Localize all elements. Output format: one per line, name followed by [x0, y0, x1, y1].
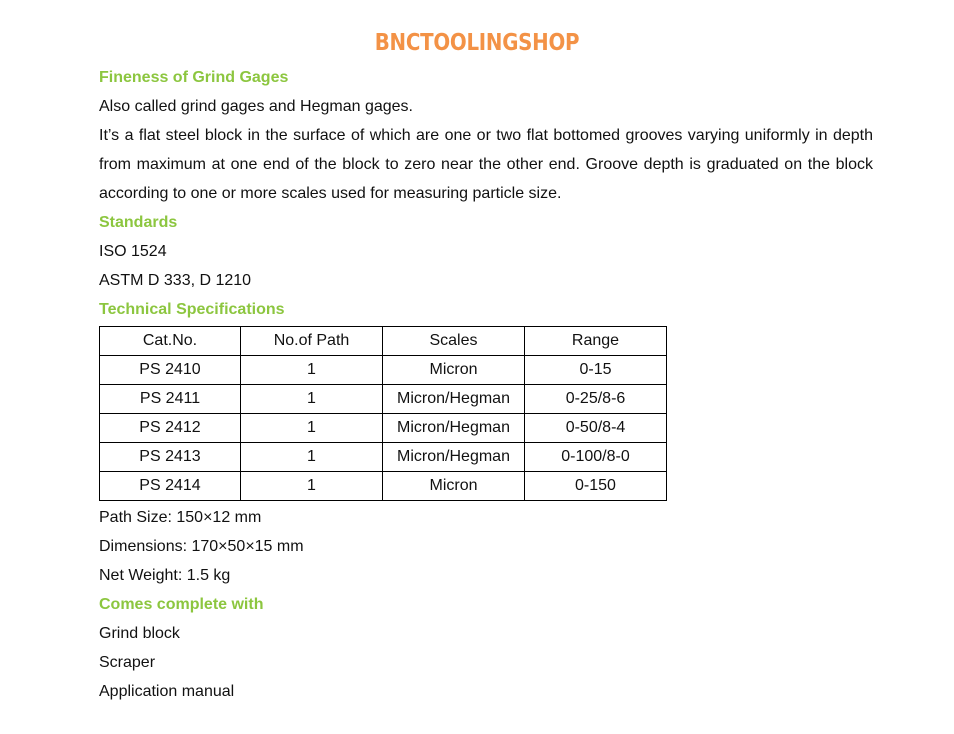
cell-cat-no: PS 2413 — [100, 443, 241, 472]
cell-no-of-path: 1 — [241, 472, 383, 501]
section-title-package: Comes complete with — [99, 596, 264, 613]
cell-scales: Micron/Hegman — [383, 414, 525, 443]
cell-range: 0-50/8-4 — [525, 414, 667, 443]
column-header-scales: Scales — [383, 327, 525, 356]
cell-scales: Micron/Hegman — [383, 385, 525, 414]
cell-cat-no: PS 2411 — [100, 385, 241, 414]
table-row — [100, 443, 667, 472]
alias-text: Also called grind gages and Hegman gages. — [99, 98, 413, 115]
cell-no-of-path: 1 — [241, 443, 383, 472]
section-title-specifications: Technical Specifications — [99, 301, 285, 318]
cell-no-of-path: 1 — [241, 414, 383, 443]
cell-range: 0-15 — [525, 356, 667, 385]
specifications-table — [99, 326, 667, 501]
cell-range: 0-25/8-6 — [525, 385, 667, 414]
cell-scales: Micron/Hegman — [383, 443, 525, 472]
net-weight-text: Net Weight: 1.5 kg — [99, 567, 231, 584]
cell-cat-no: PS 2412 — [100, 414, 241, 443]
path-size-text: Path Size: 150×12 mm — [99, 509, 262, 526]
column-header-no-of-path: No.of Path — [241, 327, 383, 356]
table-row — [100, 385, 667, 414]
cell-cat-no: PS 2410 — [100, 356, 241, 385]
cell-range: 0-150 — [525, 472, 667, 501]
dimensions-text: Dimensions: 170×50×15 mm — [99, 538, 304, 555]
standard-item: ISO 1524 — [99, 243, 167, 260]
standard-item: ASTM D 333, D 1210 — [99, 272, 252, 289]
cell-cat-no: PS 2414 — [100, 472, 241, 501]
table-row — [100, 472, 667, 501]
description-paragraph: It’s a flat steel block in the surface of which are one or two flat bottomed grooves varying uniformly in depth from maximum at one end of the block to zero near the other end. Groove depth is graduated on the block according to one or more scales used for measuring particle size. — [99, 127, 873, 202]
product-description — [99, 63, 873, 706]
cell-no-of-path: 1 — [241, 385, 383, 414]
table-header-row — [100, 327, 667, 356]
section-title-standards: Standards — [99, 214, 178, 231]
cell-no-of-path: 1 — [241, 356, 383, 385]
table-row — [100, 414, 667, 443]
package-item: Scraper — [99, 654, 156, 671]
cell-range: 0-100/8-0 — [525, 443, 667, 472]
cell-scales: Micron — [383, 472, 525, 501]
table-row — [100, 356, 667, 385]
package-item: Grind block — [99, 625, 180, 642]
section-title-fineness: Fineness of Grind Gages — [99, 69, 289, 86]
package-item: Application manual — [99, 683, 235, 700]
cell-scales: Micron — [383, 356, 525, 385]
column-header-range: Range — [525, 327, 667, 356]
brand-logo: BNCTOOLINGSHOP — [374, 30, 580, 56]
column-header-cat-no: Cat.No. — [100, 327, 241, 356]
